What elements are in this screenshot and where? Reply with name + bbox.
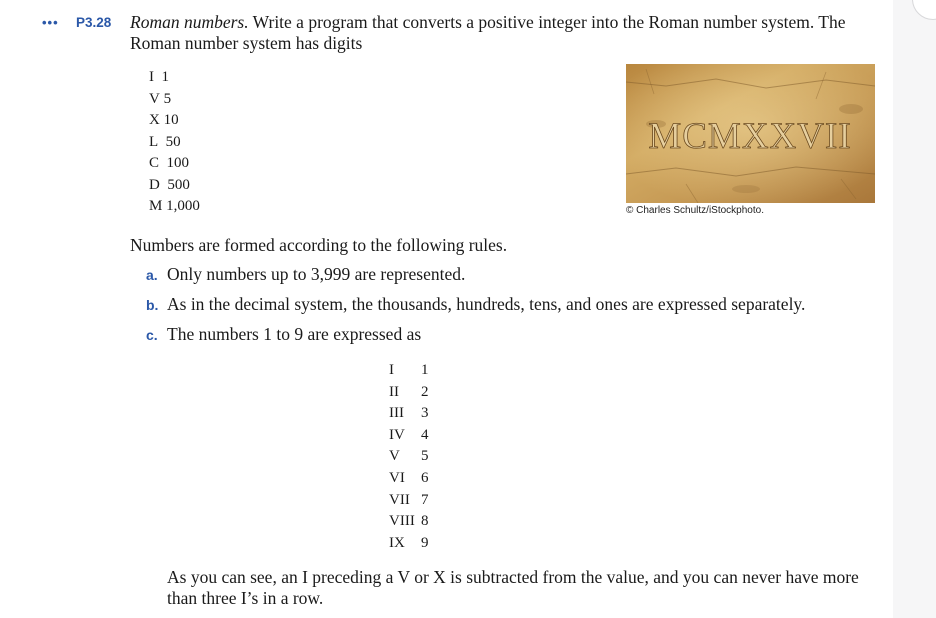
- rule-item: [146, 264, 465, 286]
- digit-row: C 100: [149, 155, 190, 171]
- inscription-text: MCMXXVII: [648, 116, 852, 157]
- numeral-row: VIII 8: [389, 513, 429, 530]
- problem-statement: [130, 12, 870, 54]
- rule-text: Only numbers up to 3,999 are represented.: [167, 264, 466, 284]
- photo-credit: © Charles Schultz/iStockphoto.: [626, 205, 764, 216]
- closing-paragraph: As you can see, an I preceding a V or X is subtracted from the value, and you can never have more than three I’s in a row.: [167, 567, 859, 608]
- numeral-row: VI 6: [389, 469, 429, 486]
- digit-row: I 1: [149, 69, 169, 85]
- numerals-table: [389, 360, 449, 554]
- digit-row: D 500: [149, 176, 190, 193]
- problem-title: Roman numbers.: [130, 12, 249, 32]
- numeral-row: II 2: [389, 383, 429, 400]
- difficulty-bullets: •••: [42, 15, 59, 30]
- rules-intro: Numbers are formed according to the following rules.: [130, 235, 508, 255]
- digit-row: X 10: [149, 112, 179, 128]
- rule-label: c.: [146, 327, 158, 343]
- rule-label: b.: [146, 297, 159, 313]
- numeral-row: VII 7: [389, 491, 429, 508]
- numeral-row: V 5: [389, 448, 429, 465]
- problem-intro: Write a program that converts a positive integer into the Roman number system. The Roman number system has digits: [130, 12, 846, 53]
- numeral-row: I 1: [389, 362, 429, 378]
- numeral-row: III 3: [389, 405, 429, 422]
- rule-text: The numbers 1 to 9 are expressed as: [167, 324, 422, 344]
- rule-item: [146, 324, 421, 346]
- page-margin-strip: [893, 0, 936, 618]
- numeral-row: IX 9: [389, 534, 429, 551]
- digit-row: M 1,000: [149, 198, 200, 214]
- numeral-row: IV 4: [389, 426, 429, 443]
- problem-number: P3.28: [76, 15, 112, 30]
- stone-inscription-photo: [626, 64, 875, 203]
- rule-text: As in the decimal system, the thousands, hundreds, tens, and ones are expressed separately.: [167, 294, 806, 314]
- digit-row: V 5: [149, 90, 172, 107]
- roman-digit-table: [149, 67, 200, 218]
- rule-item: [146, 294, 805, 316]
- rule-label: a.: [146, 267, 158, 283]
- digit-row: L 50: [149, 133, 181, 150]
